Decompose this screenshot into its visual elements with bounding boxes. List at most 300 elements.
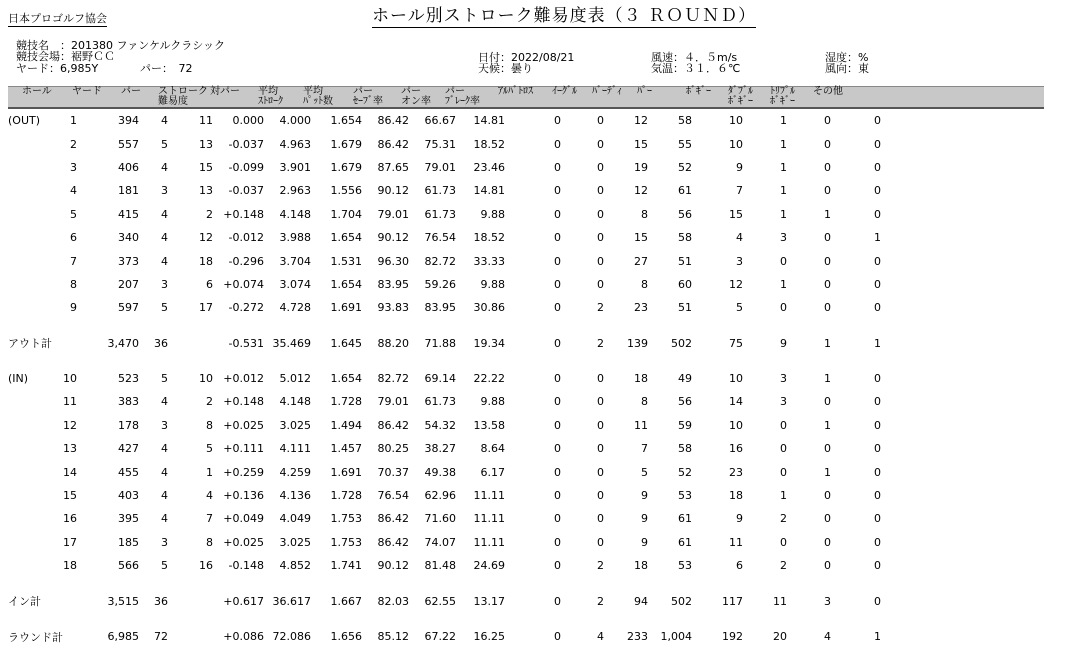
cell-tpl: 0 xyxy=(824,114,831,128)
cell-alb: 0 xyxy=(554,137,561,151)
cell-bir: 139 xyxy=(627,336,648,350)
cell-avg: 4.000 xyxy=(279,114,311,128)
cell-bog: 12 xyxy=(729,277,743,291)
cell-hole xyxy=(63,332,77,355)
cell-save: 88.20 xyxy=(377,336,409,350)
cell-label xyxy=(8,437,63,460)
cell-bog: 10 xyxy=(729,114,743,128)
cell-hole: 4 xyxy=(70,184,77,198)
header-double-bogey: ﾀﾞﾌﾞﾙ xyxy=(728,86,753,97)
cell-bog: 4 xyxy=(736,231,743,245)
header-triple-bogey: ﾄﾘﾌﾟﾙ xyxy=(770,86,795,97)
cell-eag: 2 xyxy=(597,336,604,350)
cell-par: 36 xyxy=(154,594,168,608)
header-albatross: ｱﾙﾊﾞﾄﾛｽ xyxy=(498,86,533,97)
cell-pr: 502 xyxy=(671,594,692,608)
cell-par: 3 xyxy=(161,418,168,432)
header-par-count: ﾊﾟｰ xyxy=(637,86,652,97)
cell-tpl: 3 xyxy=(824,594,831,608)
cell-par: 5 xyxy=(161,301,168,315)
cell-putt: 1.531 xyxy=(330,254,362,268)
cell-save: 76.54 xyxy=(377,489,409,503)
cell-par: 4 xyxy=(161,512,168,526)
cell-diff xyxy=(168,589,213,612)
table-row xyxy=(8,414,881,437)
cell-eag: 0 xyxy=(597,231,604,245)
page-title: ホール別ストローク難易度表（３ ＲＯＵＮＤ） xyxy=(372,6,757,26)
row-spacer-cell xyxy=(8,613,881,625)
cell-bir: 15 xyxy=(634,231,648,245)
cell-vs: +0.086 xyxy=(223,630,264,643)
cell-brk: 9.88 xyxy=(480,207,505,221)
table-row xyxy=(8,484,881,507)
cell-dbl: 3 xyxy=(780,231,787,245)
cell-label xyxy=(8,554,63,577)
cell-eag: 0 xyxy=(597,489,604,503)
cell-putt: 1.679 xyxy=(330,160,362,174)
cell-oth: 0 xyxy=(874,372,881,386)
cell-save: 83.95 xyxy=(377,277,409,291)
cell-dbl: 0 xyxy=(780,418,787,432)
weather-value: 天候：曇り xyxy=(478,62,533,75)
cell-on: 49.38 xyxy=(424,465,456,479)
cell-bir: 12 xyxy=(634,184,648,198)
cell-yard: 185 xyxy=(118,535,139,549)
cell-hole: 8 xyxy=(70,277,77,291)
cell-brk: 9.88 xyxy=(480,395,505,409)
cell-brk: 16.25 xyxy=(473,630,505,643)
table-header xyxy=(8,86,1044,109)
cell-oth: 0 xyxy=(874,277,881,291)
cell-eag: 0 xyxy=(597,137,604,151)
header-yard: ヤード xyxy=(72,86,102,97)
cell-bir: 233 xyxy=(627,630,648,643)
cell-putt: 1.457 xyxy=(330,442,362,456)
cell-putt: 1.753 xyxy=(330,535,362,549)
cell-diff xyxy=(168,332,213,355)
cell-putt: 1.656 xyxy=(330,630,362,643)
hole-table xyxy=(8,109,881,648)
cell-avg: 3.025 xyxy=(279,418,311,432)
cell-alb: 0 xyxy=(554,594,561,608)
cell-pr: 58 xyxy=(678,231,692,245)
cell-alb: 0 xyxy=(554,535,561,549)
cell-on: 79.01 xyxy=(424,160,456,174)
cell-vs: +0.025 xyxy=(223,418,264,432)
cell-vs: +0.074 xyxy=(223,277,264,291)
cell-dbl: 0 xyxy=(780,301,787,315)
cell-pr: 49 xyxy=(678,372,692,386)
cell-hole xyxy=(63,589,77,612)
header-hole: ホール xyxy=(22,86,52,97)
table-row xyxy=(8,156,881,179)
cell-label xyxy=(8,132,63,155)
cell-bir: 11 xyxy=(634,418,648,432)
cell-avg: 4.963 xyxy=(279,137,311,151)
tournament-name: 競技名 ：201380 ファンケルクラシック xyxy=(16,39,226,52)
cell-on: 71.88 xyxy=(424,336,456,350)
cell-save: 90.12 xyxy=(377,184,409,198)
cell-tpl: 0 xyxy=(824,395,831,409)
header-par-break-sub: ﾌﾞﾚｰｸ率 xyxy=(445,96,480,107)
cell-yard: 394 xyxy=(118,114,139,128)
cell-alb: 0 xyxy=(554,207,561,221)
cell-label xyxy=(8,226,63,249)
cell-par: 5 xyxy=(161,372,168,386)
cell-dbl: 2 xyxy=(780,559,787,573)
cell-alb: 0 xyxy=(554,336,561,350)
cell-putt: 1.654 xyxy=(330,372,362,386)
cell-tpl: 0 xyxy=(824,231,831,245)
cell-pr: 58 xyxy=(678,114,692,128)
cell-save: 86.42 xyxy=(377,535,409,549)
cell-hole xyxy=(63,625,77,648)
cell-oth: 0 xyxy=(874,559,881,573)
cell-bir: 12 xyxy=(634,114,648,128)
cell-putt: 1.654 xyxy=(330,114,362,128)
cell-save: 79.01 xyxy=(377,395,409,409)
cell-tpl: 0 xyxy=(824,254,831,268)
cell-oth: 0 xyxy=(874,114,881,128)
cell-eag: 0 xyxy=(597,207,604,221)
cell-on: 61.73 xyxy=(424,395,456,409)
cell-label: (IN) xyxy=(8,372,29,386)
cell-brk: 14.81 xyxy=(473,114,505,128)
table-row xyxy=(8,296,881,319)
cell-label xyxy=(8,203,63,226)
venue-name: 競技会場：裾野ＣＣ xyxy=(16,50,115,63)
cell-alb: 0 xyxy=(554,231,561,245)
cell-par: 4 xyxy=(161,114,168,128)
cell-label xyxy=(8,507,63,530)
cell-alb: 0 xyxy=(554,418,561,432)
cell-par: 3 xyxy=(161,277,168,291)
cell-bog: 192 xyxy=(722,630,743,643)
cell-putt: 1.741 xyxy=(330,559,362,573)
header-bogey: ﾎﾞｷﾞｰ xyxy=(686,86,711,97)
cell-vs: +0.617 xyxy=(223,594,264,608)
cell-save: 86.42 xyxy=(377,418,409,432)
cell-save: 90.12 xyxy=(377,559,409,573)
cell-alb: 0 xyxy=(554,372,561,386)
cell-save: 86.42 xyxy=(377,512,409,526)
cell-diff: 2 xyxy=(206,207,213,221)
row-spacer-cell xyxy=(8,577,881,589)
cell-on: 66.67 xyxy=(424,114,456,128)
cell-alb: 0 xyxy=(554,160,561,174)
cell-label: アウト計 xyxy=(8,337,52,351)
table-row xyxy=(8,132,881,155)
cell-putt: 1.691 xyxy=(330,301,362,315)
cell-eag: 0 xyxy=(597,418,604,432)
cell-par: 4 xyxy=(161,207,168,221)
cell-eag: 0 xyxy=(597,372,604,386)
cell-par: 3 xyxy=(161,184,168,198)
cell-bog: 10 xyxy=(729,418,743,432)
cell-dbl: 0 xyxy=(780,535,787,549)
cell-eag: 0 xyxy=(597,254,604,268)
cell-yard: 3,470 xyxy=(107,336,139,350)
cell-eag: 0 xyxy=(597,512,604,526)
cell-bir: 18 xyxy=(634,372,648,386)
header-par-save: パー xyxy=(353,86,373,97)
cell-par: 3 xyxy=(161,535,168,549)
cell-par: 72 xyxy=(154,630,168,643)
cell-tpl: 1 xyxy=(824,336,831,350)
cell-tpl: 0 xyxy=(824,137,831,151)
cell-on: 71.60 xyxy=(424,512,456,526)
cell-save: 82.03 xyxy=(377,594,409,608)
cell-putt: 1.704 xyxy=(330,207,362,221)
cell-brk: 24.69 xyxy=(473,559,505,573)
cell-hole: 14 xyxy=(63,465,77,479)
wind-direction-value: 風向：東 xyxy=(825,62,869,75)
cell-avg: 4.111 xyxy=(279,442,311,456)
cell-yard: 178 xyxy=(118,418,139,432)
cell-dbl: 2 xyxy=(780,512,787,526)
cell-avg: 4.728 xyxy=(279,301,311,315)
cell-eag: 2 xyxy=(597,301,604,315)
cell-oth: 0 xyxy=(874,395,881,409)
humidity-value: 湿度：% xyxy=(825,51,869,64)
course-par: パー： 72 xyxy=(140,62,193,75)
row-spacer xyxy=(8,577,881,589)
cell-bir: 8 xyxy=(641,277,648,291)
cell-tpl: 0 xyxy=(824,160,831,174)
cell-avg: 4.852 xyxy=(279,559,311,573)
cell-save: 87.65 xyxy=(377,160,409,174)
cell-avg: 4.148 xyxy=(279,207,311,221)
header-birdie: ﾊﾞｰﾃﾞｨ xyxy=(592,86,622,97)
cell-dbl: 11 xyxy=(773,594,787,608)
cell-hole: 17 xyxy=(63,535,77,549)
cell-hole: 9 xyxy=(70,301,77,315)
cell-diff: 1 xyxy=(206,465,213,479)
cell-dbl: 1 xyxy=(780,114,787,128)
cell-on: 74.07 xyxy=(424,535,456,549)
table-row xyxy=(8,554,881,577)
cell-label xyxy=(8,156,63,179)
cell-label xyxy=(8,460,63,483)
row-spacer xyxy=(8,613,881,625)
cell-bog: 3 xyxy=(736,254,743,268)
cell-oth: 0 xyxy=(874,512,881,526)
cell-diff: 8 xyxy=(206,418,213,432)
cell-eag: 4 xyxy=(597,630,604,643)
cell-oth: 0 xyxy=(874,184,881,198)
temperature-value: 気温：３１．６℃ xyxy=(651,62,741,75)
cell-pr: 52 xyxy=(678,160,692,174)
cell-save: 90.12 xyxy=(377,231,409,245)
cell-oth: 0 xyxy=(874,418,881,432)
row-spacer-cell xyxy=(8,320,881,332)
cell-vs: -0.272 xyxy=(228,301,264,315)
cell-brk: 6.17 xyxy=(480,465,505,479)
cell-bog: 7 xyxy=(736,184,743,198)
cell-yard: 406 xyxy=(118,160,139,174)
cell-vs: -0.148 xyxy=(228,559,264,573)
header-double-bogey-sub: ﾎﾞｷﾞｰ xyxy=(728,96,753,107)
cell-tpl: 0 xyxy=(824,277,831,291)
cell-bir: 27 xyxy=(634,254,648,268)
cell-vs: -0.531 xyxy=(228,336,264,350)
cell-hole: 3 xyxy=(70,160,77,174)
cell-vs: +0.148 xyxy=(223,207,264,221)
cell-pr: 61 xyxy=(678,184,692,198)
header-triple-bogey-sub: ﾎﾞｷﾞｰ xyxy=(770,96,795,107)
cell-brk: 11.11 xyxy=(473,535,505,549)
cell-hole: 7 xyxy=(70,254,77,268)
cell-bog: 10 xyxy=(729,137,743,151)
cell-diff: 13 xyxy=(199,184,213,198)
cell-bir: 23 xyxy=(634,301,648,315)
row-spacer xyxy=(8,355,881,367)
cell-save: 93.83 xyxy=(377,301,409,315)
table-row xyxy=(8,531,881,554)
cell-vs: -0.037 xyxy=(228,137,264,151)
cell-alb: 0 xyxy=(554,301,561,315)
cell-label: イン計 xyxy=(8,595,41,609)
cell-eag: 0 xyxy=(597,395,604,409)
cell-bog: 5 xyxy=(736,301,743,315)
cell-avg: 2.963 xyxy=(279,184,311,198)
cell-yard: 566 xyxy=(118,559,139,573)
table-row xyxy=(8,390,881,413)
header-stroke: ストローク xyxy=(158,86,208,97)
cell-avg: 3.074 xyxy=(279,277,311,291)
cell-dbl: 0 xyxy=(780,465,787,479)
header-par-save-sub: ｾｰﾌﾞ率 xyxy=(353,96,383,107)
cell-label xyxy=(8,179,63,202)
cell-yard: 373 xyxy=(118,254,139,268)
cell-pr: 58 xyxy=(678,442,692,456)
cell-pr: 61 xyxy=(678,512,692,526)
cell-oth: 0 xyxy=(874,465,881,479)
cell-yard: 6,985 xyxy=(107,630,139,643)
cell-save: 85.12 xyxy=(377,630,409,643)
cell-on: 62.55 xyxy=(424,594,456,608)
table-row xyxy=(8,249,881,272)
cell-brk: 11.11 xyxy=(473,489,505,503)
cell-on: 61.73 xyxy=(424,207,456,221)
cell-vs: -0.012 xyxy=(228,231,264,245)
cell-tpl: 0 xyxy=(824,535,831,549)
cell-diff: 7 xyxy=(206,512,213,526)
cell-pr: 56 xyxy=(678,395,692,409)
cell-par: 4 xyxy=(161,254,168,268)
cell-avg: 4.136 xyxy=(279,489,311,503)
cell-hole: 15 xyxy=(63,489,77,503)
cell-brk: 30.86 xyxy=(473,301,505,315)
cell-bir: 9 xyxy=(641,512,648,526)
cell-bir: 15 xyxy=(634,137,648,151)
cell-on: 75.31 xyxy=(424,137,456,151)
cell-save: 80.25 xyxy=(377,442,409,456)
cell-bog: 16 xyxy=(729,442,743,456)
cell-save: 70.37 xyxy=(377,465,409,479)
cell-bog: 117 xyxy=(722,594,743,608)
table-row xyxy=(8,460,881,483)
cell-hole: 13 xyxy=(63,442,77,456)
table-row xyxy=(8,179,881,202)
cell-hole: 2 xyxy=(70,137,77,151)
cell-dbl: 3 xyxy=(780,395,787,409)
cell-putt: 1.691 xyxy=(330,465,362,479)
cell-par: 4 xyxy=(161,465,168,479)
cell-label: (OUT) xyxy=(8,114,41,128)
cell-brk: 33.33 xyxy=(473,254,505,268)
cell-yard: 383 xyxy=(118,395,139,409)
cell-diff: 11 xyxy=(199,114,213,128)
cell-label: ラウンド計 xyxy=(8,630,63,644)
cell-tpl: 1 xyxy=(824,465,831,479)
cell-label xyxy=(8,531,63,554)
cell-putt: 1.654 xyxy=(330,277,362,291)
table-row xyxy=(8,437,881,460)
cell-label xyxy=(8,273,63,296)
cell-dbl: 1 xyxy=(780,160,787,174)
header-eagle: ｲｰｸﾞﾙ xyxy=(552,86,577,97)
cell-alb: 0 xyxy=(554,184,561,198)
cell-diff: 12 xyxy=(199,231,213,245)
cell-alb: 0 xyxy=(554,559,561,573)
cell-vs: -0.037 xyxy=(228,184,264,198)
cell-bir: 9 xyxy=(641,535,648,549)
cell-bog: 11 xyxy=(729,535,743,549)
cell-pr: 53 xyxy=(678,489,692,503)
cell-avg: 72.086 xyxy=(272,630,311,643)
header-par-on-sub: オン率 xyxy=(401,96,431,107)
cell-diff: 13 xyxy=(199,137,213,151)
header-par: パー xyxy=(121,86,141,97)
cell-pr: 51 xyxy=(678,301,692,315)
course-yards: ヤード：6,985Y xyxy=(16,62,99,75)
cell-eag: 0 xyxy=(597,160,604,174)
cell-eag: 2 xyxy=(597,594,604,608)
cell-brk: 11.11 xyxy=(473,512,505,526)
row-spacer xyxy=(8,320,881,332)
cell-hole: 11 xyxy=(63,395,77,409)
cell-hole: 16 xyxy=(63,512,77,526)
header-vs-par: 対パー xyxy=(210,86,240,97)
cell-diff: 18 xyxy=(199,254,213,268)
cell-yard: 523 xyxy=(118,372,139,386)
table-row xyxy=(8,589,881,612)
cell-putt: 1.679 xyxy=(330,137,362,151)
cell-eag: 0 xyxy=(597,442,604,456)
cell-on: 76.54 xyxy=(424,231,456,245)
cell-vs: -0.296 xyxy=(228,254,264,268)
cell-eag: 0 xyxy=(597,277,604,291)
cell-on: 54.32 xyxy=(424,418,456,432)
cell-eag: 0 xyxy=(597,184,604,198)
cell-dbl: 1 xyxy=(780,277,787,291)
cell-bog: 15 xyxy=(729,207,743,221)
cell-bog: 9 xyxy=(736,512,743,526)
row-spacer-cell xyxy=(8,355,881,367)
table-row xyxy=(8,226,881,249)
cell-bir: 7 xyxy=(641,442,648,456)
cell-avg: 3.025 xyxy=(279,535,311,549)
cell-tpl: 1 xyxy=(824,372,831,386)
cell-avg: 4.148 xyxy=(279,395,311,409)
cell-par: 4 xyxy=(161,442,168,456)
cell-label xyxy=(8,414,63,437)
cell-putt: 1.728 xyxy=(330,395,362,409)
date-value: 日付：2022/08/21 xyxy=(478,51,575,64)
cell-pr: 56 xyxy=(678,207,692,221)
cell-on: 82.72 xyxy=(424,254,456,268)
